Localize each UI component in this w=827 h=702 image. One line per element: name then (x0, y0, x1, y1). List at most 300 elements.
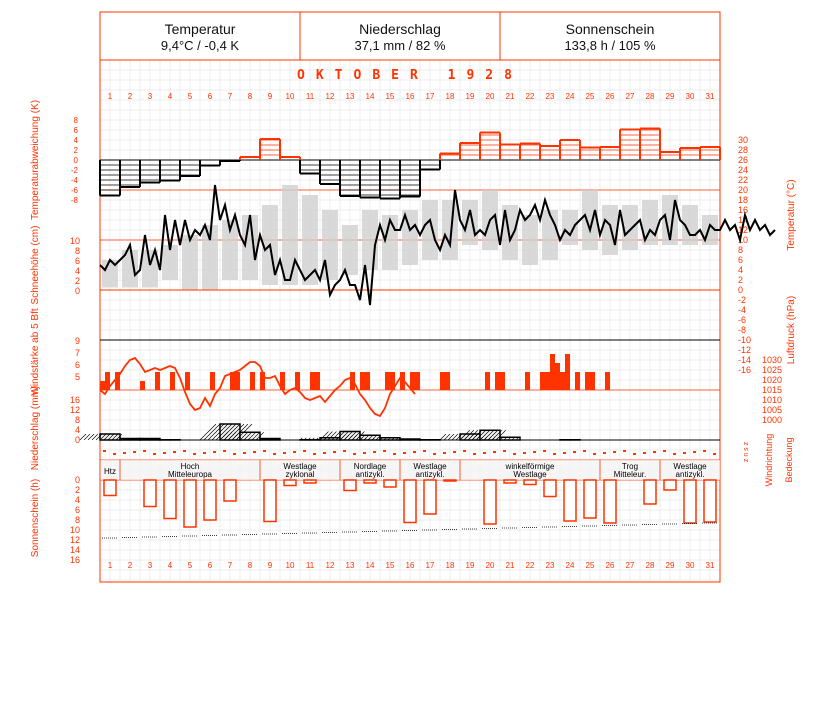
day-label-top: 2 (127, 92, 133, 101)
day-label-top: 21 (505, 92, 515, 101)
weather-type-label: antizykl. (415, 470, 445, 479)
day-label-bottom: 25 (585, 561, 595, 570)
day-label-bottom: 22 (525, 561, 535, 570)
wind-tick: 6 (74, 360, 80, 370)
sun-tick: 14 (69, 545, 80, 555)
day-label-bottom: 20 (485, 561, 495, 570)
weather-type-label: Mitteleuropa (167, 470, 213, 479)
sun-bar (704, 480, 716, 522)
month-title: OKTOBER 1928 (297, 68, 523, 83)
weather-type-label: antizykl. (355, 470, 385, 479)
wind-bar (575, 372, 580, 390)
wind-dir-mark (493, 451, 496, 453)
wind-bar (105, 372, 110, 390)
day-label-top: 12 (325, 92, 335, 101)
wind-dir-mark (453, 451, 456, 453)
day-label-top: 24 (565, 92, 575, 101)
wind-dir-mark (693, 451, 696, 453)
sun-tick: 8 (74, 515, 80, 525)
sun-bar (584, 480, 596, 518)
wind-bar (565, 354, 570, 390)
sun-bar (104, 480, 116, 496)
pressure-tick: 1030 (762, 355, 783, 365)
day-label-top: 17 (425, 92, 435, 101)
wind-bar (260, 372, 265, 390)
label-cloud-cover: Bedeckung (784, 437, 794, 483)
wind-dir-mark (703, 450, 706, 452)
wind-bar (295, 372, 300, 390)
temp-range-band (242, 215, 258, 280)
pressure-tick: 1015 (762, 385, 783, 395)
temp-dev-tick: 6 (73, 126, 78, 135)
wind-dir-mark (633, 453, 636, 455)
pressure-tick: 1005 (762, 405, 783, 415)
wind-bar (115, 372, 120, 390)
wind-bar (410, 372, 415, 390)
wind-dir-mark (373, 451, 376, 453)
temp-dev-tick: 4 (73, 136, 78, 145)
wind-bar (250, 372, 255, 390)
day-label-top: 20 (485, 92, 495, 101)
day-label-bottom: 12 (325, 561, 335, 570)
sun-bar (204, 480, 216, 520)
temp-dev-tick: 2 (73, 146, 78, 155)
sun-bar (604, 480, 616, 523)
wind-tick: 5 (74, 372, 80, 382)
weather-type-label: Westlage (283, 462, 317, 471)
wind-bar (235, 372, 240, 390)
weather-type-label: Hoch (180, 462, 200, 471)
wind-dir-mark (253, 451, 256, 453)
weather-type-label: Westlage (673, 462, 707, 471)
wind-dir-mark (353, 453, 356, 455)
label-snow-depth: Schneehöhe (cm) (30, 225, 41, 305)
label-temp-deviation: Temperaturabweichung (K) (30, 99, 41, 221)
precip-hatch (204, 424, 220, 440)
day-label-top: 6 (207, 92, 213, 101)
wind-dir-mark (383, 450, 386, 452)
snow-tick: 8 (74, 246, 80, 256)
day-label-bottom: 14 (365, 561, 375, 570)
temp-range-band (602, 205, 618, 255)
day-label-bottom: 15 (385, 561, 395, 570)
pressure-tick: 1000 (762, 415, 783, 425)
temp-tick: -6 (738, 315, 747, 325)
day-label-bottom: 28 (645, 561, 655, 570)
header-temperature-value: 9,4°C / -0,4 K (160, 38, 240, 53)
wind-dir-mark (413, 451, 416, 453)
weather-type-label: Mitteleur. (613, 470, 647, 479)
label-wind-force: Windstärke ab 5 Bft (30, 308, 41, 396)
wind-dir-mark (483, 452, 486, 454)
wind-tick: 9 (74, 336, 80, 346)
label-temperature: Temperatur (°C) (786, 179, 797, 251)
day-label-top: 11 (305, 92, 315, 101)
sun-bar (224, 480, 236, 501)
wind-dir-mark (173, 451, 176, 453)
wind-dir-mark (243, 452, 246, 454)
temp-tick: -14 (738, 355, 752, 365)
wind-bar (185, 372, 190, 390)
wind-dir-mark (443, 452, 446, 454)
temp-tick: 2 (738, 275, 744, 285)
day-label-top: 26 (605, 92, 615, 101)
day-label-top: 31 (705, 92, 715, 101)
snow-tick: 6 (74, 256, 80, 266)
header-temperature (100, 12, 300, 60)
temp-tick: 10 (738, 235, 749, 245)
wind-bar (155, 372, 160, 390)
weather-type-label: Trog (621, 462, 639, 471)
wind-bar (540, 372, 545, 390)
wind-dir-mark (603, 452, 606, 454)
day-label-top: 28 (645, 92, 655, 101)
sun-bar (424, 480, 436, 514)
day-label-top: 27 (625, 92, 635, 101)
wind-bar (350, 372, 355, 390)
wind-dir-mark (393, 453, 396, 455)
wind-bar (230, 372, 235, 390)
temp-range-band (442, 200, 458, 260)
snow-tick: 2 (74, 276, 80, 286)
sun-bar (264, 480, 276, 522)
temp-tick: -8 (738, 325, 747, 335)
wind-dir-mark (313, 453, 316, 455)
sun-bar (684, 480, 696, 523)
wind-dir-mark (123, 452, 126, 454)
wind-bar (390, 372, 395, 390)
wind-bar (280, 372, 285, 390)
wind-bar (415, 372, 420, 390)
header-sunshine-title: Sonnenschein (565, 21, 655, 37)
header-precipitation-value: 37,1 mm / 82 % (354, 38, 446, 53)
sun-tick: 16 (69, 555, 80, 565)
day-label-top: 22 (525, 92, 535, 101)
day-label-bottom: 4 (167, 561, 173, 570)
temp-tick: 14 (738, 215, 749, 225)
wind-dir-mark (293, 451, 296, 453)
temp-tick: 24 (738, 165, 749, 175)
day-label-top: 30 (685, 92, 695, 101)
snow-tick: 0 (74, 286, 80, 296)
wind-dir-mark (213, 451, 216, 453)
day-label-bottom: 26 (605, 561, 615, 570)
day-label-top: 4 (167, 92, 173, 101)
day-label-top: 19 (465, 92, 475, 101)
wind-bar (550, 354, 555, 390)
temp-tick: -12 (738, 345, 752, 355)
day-label-top: 9 (267, 92, 273, 101)
sun-bar (664, 480, 676, 490)
day-label-bottom: 29 (665, 561, 675, 570)
sun-bar (364, 480, 376, 483)
label-precipitation: Niederschlag (mm) (30, 385, 41, 471)
day-label-bottom: 19 (465, 561, 475, 570)
wind-dir-mark (553, 453, 556, 455)
temp-dev-tick: -2 (70, 166, 78, 175)
sun-bar (644, 480, 656, 504)
pressure-tick: 1010 (762, 395, 783, 405)
temp-tick: 26 (738, 155, 749, 165)
wind-dir-mark (653, 451, 656, 453)
header-precipitation-title: Niederschlag (359, 21, 441, 37)
sun-tick: 2 (74, 485, 80, 495)
day-label-top: 1 (107, 92, 113, 101)
wind-dir-mark (503, 450, 506, 452)
sun-bar (484, 480, 496, 524)
temp-tick: 0 (738, 285, 744, 295)
day-label-top: 25 (585, 92, 595, 101)
sun-bar (164, 480, 176, 519)
wind-dir-mark (283, 452, 286, 454)
wind-dir-mark (583, 450, 586, 452)
sun-tick: 0 (74, 475, 80, 485)
wind-dir-mark (323, 452, 326, 454)
wind-dir-mark (363, 452, 366, 454)
wind-dir-mark (203, 452, 206, 454)
wind-bar (385, 372, 390, 390)
wind-bar (500, 372, 505, 390)
weather-type-label: Htz (104, 467, 116, 476)
wind-dir-mark (343, 450, 346, 452)
wind-bar (525, 372, 530, 390)
wind-dir-mark (153, 453, 156, 455)
day-label-bottom: 1 (107, 561, 113, 570)
wind-dir-mark (623, 450, 626, 452)
wind-bar (445, 372, 450, 390)
wind-dir-mark (223, 450, 226, 452)
weather-type-label: Nordlage (353, 462, 387, 471)
wind-dir-mark (593, 453, 596, 455)
sun-bar (284, 480, 296, 486)
wind-dir-mark (303, 450, 306, 452)
header-sunshine-value: 133,8 h / 105 % (564, 38, 656, 53)
header-precipitation (300, 12, 500, 60)
day-label-bottom: 3 (147, 561, 153, 570)
temp-tick: 28 (738, 145, 749, 155)
wind-dir-mark (183, 450, 186, 452)
temp-tick: 30 (738, 135, 749, 145)
wind-bar (100, 381, 105, 390)
temp-dev-tick: -4 (70, 176, 78, 185)
day-label-top: 18 (445, 92, 455, 101)
day-label-top: 15 (385, 92, 395, 101)
wind-dir-mark (333, 451, 336, 453)
sun-bar (144, 480, 156, 507)
sun-bar (304, 480, 316, 483)
temp-range-band (582, 190, 598, 250)
day-label-bottom: 10 (285, 561, 295, 570)
day-label-top: 29 (665, 92, 675, 101)
wind-dir-mark (193, 453, 196, 455)
temp-tick: 18 (738, 195, 749, 205)
wind-dir-mark (683, 452, 686, 454)
wind-bar (485, 372, 490, 390)
day-label-bottom: 24 (565, 561, 575, 570)
temp-range-band (282, 185, 298, 285)
day-label-top: 7 (227, 92, 233, 101)
temp-range-band (462, 200, 478, 245)
wind-bar (170, 372, 175, 390)
sun-tick: 10 (69, 525, 80, 535)
precip-tick: 12 (69, 405, 80, 415)
wind-dir-mark (163, 452, 166, 454)
header-sunshine (500, 12, 720, 60)
precip-tick: 0 (74, 435, 80, 445)
wind-dir-mark (113, 453, 116, 455)
precip-tick: 4 (74, 425, 80, 435)
day-label-bottom: 17 (425, 561, 435, 570)
wind-bar (590, 372, 595, 390)
wind-dir-mark (713, 453, 716, 455)
wind-dir-mark (563, 452, 566, 454)
day-label-bottom: 16 (405, 561, 415, 570)
sun-tick: 4 (74, 495, 80, 505)
wind-dir-mark (543, 450, 546, 452)
day-label-bottom: 11 (305, 561, 315, 570)
day-label-top: 16 (405, 92, 415, 101)
sun-bar (504, 480, 516, 483)
day-label-bottom: 18 (445, 561, 455, 570)
temp-tick: 16 (738, 205, 749, 215)
day-label-bottom: 2 (127, 561, 133, 570)
temp-dev-tick: 0 (73, 156, 78, 165)
wind-bar (210, 372, 215, 390)
weather-type-label: antizykl. (675, 470, 705, 479)
wind-dir-mark (573, 451, 576, 453)
temp-tick: -16 (738, 365, 752, 375)
temp-tick: 20 (738, 185, 749, 195)
wind-dir-ticks: z n s z (743, 441, 750, 463)
temp-tick: -10 (738, 335, 752, 345)
sun-bar (384, 480, 396, 487)
precip-tick: 8 (74, 415, 80, 425)
wind-bar (140, 381, 145, 390)
temp-dev-tick: -8 (70, 196, 78, 205)
wind-bar (315, 372, 320, 390)
temp-dev-bar (220, 160, 240, 161)
wind-dir-mark (143, 450, 146, 452)
temp-range-band (562, 210, 578, 245)
wind-bar (495, 372, 500, 390)
wind-bar (440, 372, 445, 390)
snow-tick: 4 (74, 266, 80, 276)
wind-bar (605, 372, 610, 390)
wind-dir-mark (663, 450, 666, 452)
day-label-bottom: 6 (207, 561, 213, 570)
snow-tick: 10 (69, 236, 80, 246)
precip-hatch (200, 424, 216, 440)
temp-range-band (322, 210, 338, 280)
sun-bar (184, 480, 196, 527)
pressure-tick: 1025 (762, 365, 783, 375)
day-label-top: 5 (187, 92, 193, 101)
label-wind-direction: Windrichtung (764, 433, 774, 487)
wind-bar (545, 372, 550, 390)
day-label-top: 3 (147, 92, 153, 101)
weather-type-label: Westlage (413, 462, 447, 471)
day-label-bottom: 23 (545, 561, 555, 570)
wind-bar (585, 372, 590, 390)
sun-bar (544, 480, 556, 497)
wind-dir-mark (673, 453, 676, 455)
temp-dev-tick: 8 (73, 116, 78, 125)
pressure-tick: 1020 (762, 375, 783, 385)
header-temperature-title: Temperatur (164, 21, 236, 37)
wind-dir-mark (423, 450, 426, 452)
temp-tick: 12 (738, 225, 749, 235)
wind-dir-mark (463, 450, 466, 452)
wind-bar (560, 372, 565, 390)
wind-dir-mark (513, 453, 516, 455)
day-label-bottom: 5 (187, 561, 193, 570)
wind-dir-mark (533, 451, 536, 453)
sun-bar (344, 480, 356, 491)
weather-type-label: Westlage (513, 470, 547, 479)
temp-range-band (342, 225, 358, 275)
temp-range-band (162, 245, 178, 280)
day-label-top: 23 (545, 92, 555, 101)
day-label-bottom: 30 (685, 561, 695, 570)
label-pressure: Luftdruck (hPa) (786, 295, 797, 365)
day-label-bottom: 27 (625, 561, 635, 570)
day-label-top: 13 (345, 92, 355, 101)
day-label-bottom: 7 (227, 561, 233, 570)
wind-dir-mark (613, 451, 616, 453)
wind-dir-mark (273, 453, 276, 455)
sun-bar (404, 480, 416, 523)
day-label-top: 14 (365, 92, 375, 101)
temp-tick: 4 (738, 265, 744, 275)
sun-bar (524, 480, 536, 485)
wind-bar (310, 372, 315, 390)
temp-tick: 6 (738, 255, 744, 265)
wind-dir-mark (643, 452, 646, 454)
wind-dir-mark (523, 452, 526, 454)
wind-dir-mark (263, 450, 266, 452)
wind-dir-mark (103, 450, 106, 452)
temp-dev-tick: -6 (70, 186, 78, 195)
day-label-top: 10 (285, 92, 295, 101)
temp-tick: 22 (738, 175, 749, 185)
precip-tick: 16 (69, 395, 80, 405)
weather-type-label: zyklonal (285, 470, 315, 479)
wind-dir-mark (433, 453, 436, 455)
wind-bar (555, 363, 560, 390)
temp-range-band (542, 210, 558, 260)
wind-dir-mark (473, 453, 476, 455)
sun-bar (444, 480, 456, 481)
temp-range-band (522, 215, 538, 265)
wind-dir-mark (133, 451, 136, 453)
label-sunshine: Sonnenschein (h) (30, 478, 41, 558)
temp-tick: -4 (738, 305, 747, 315)
wind-tick: 7 (74, 348, 80, 358)
day-label-bottom: 9 (267, 561, 273, 570)
wind-dir-mark (233, 453, 236, 455)
day-label-bottom: 31 (705, 561, 715, 570)
day-label-bottom: 13 (345, 561, 355, 570)
temp-range-band (182, 235, 198, 290)
wind-bar (365, 372, 370, 390)
wind-bar (400, 372, 405, 390)
temp-range-band (422, 200, 438, 260)
day-label-bottom: 8 (247, 561, 253, 570)
temp-tick: 8 (738, 245, 744, 255)
wind-dir-mark (403, 452, 406, 454)
sun-bar (564, 480, 576, 521)
sun-tick: 12 (69, 535, 80, 545)
